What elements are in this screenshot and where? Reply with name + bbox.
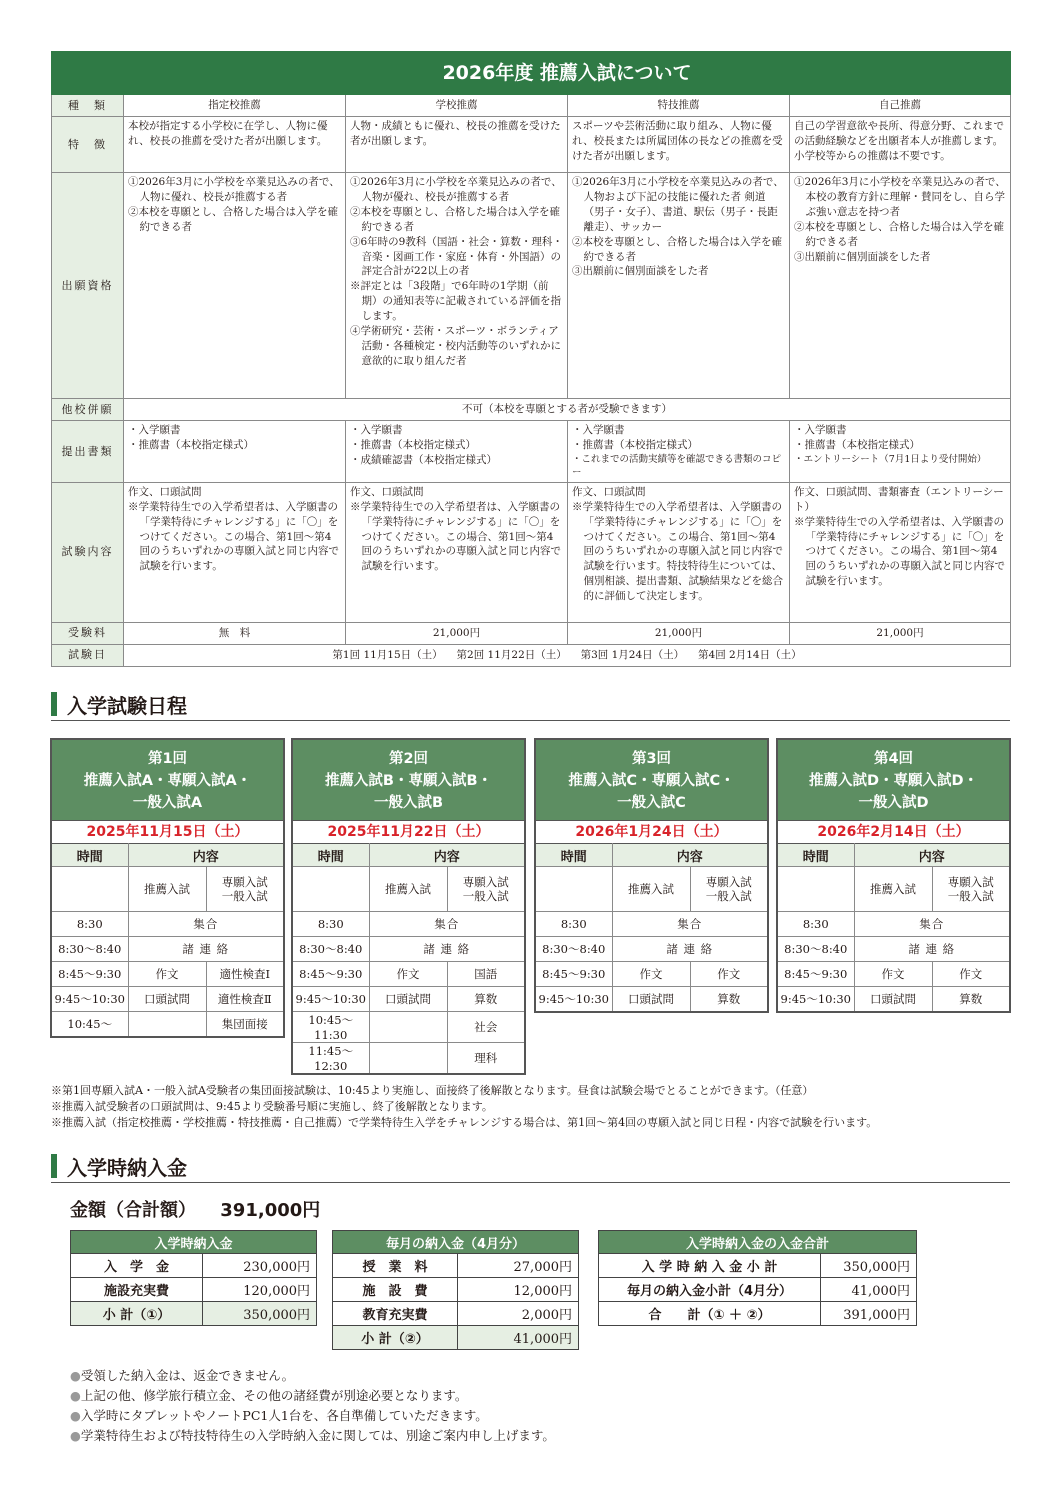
schedule-time: 9:45～10:30 bbox=[52, 987, 128, 1012]
fee-label: 入 学 金 bbox=[71, 1254, 203, 1278]
fee-cell: 無 料 bbox=[124, 622, 346, 644]
exam-dates-cell bbox=[124, 644, 1011, 666]
sub-header-senpan bbox=[206, 867, 283, 912]
schedule-time: 8:30～8:40 bbox=[536, 937, 612, 962]
qualification-cell bbox=[124, 173, 346, 399]
schedule-exam-names: 推薦入試C・専願入試C・ bbox=[568, 773, 735, 789]
schedule-time: 11:45～12:30 bbox=[293, 1043, 369, 1074]
column-name: 学校推薦 bbox=[346, 95, 568, 117]
schedule-time: 8:30～8:40 bbox=[778, 937, 854, 962]
time-header: 時間 bbox=[778, 844, 854, 867]
fee-value: 27,000円 bbox=[458, 1254, 579, 1278]
exam-content-cell bbox=[790, 482, 1011, 622]
schedule-round: 第2回 bbox=[388, 751, 429, 767]
exam-date: 第4回 2月14日（土） bbox=[698, 648, 802, 661]
fee-note-text: 入学時にタブレットやノートPC1人1台を、各自準備していただきます。 bbox=[80, 1408, 488, 1423]
fee-table-monthly bbox=[332, 1230, 579, 1350]
fee-note-text: 学業特待生および特技特待生の入学時納入金に関しては、別途ご案内申し上げます。 bbox=[80, 1428, 555, 1443]
schedule-item-senpan: 集団面接 bbox=[206, 1012, 283, 1037]
column-name: 自己推薦 bbox=[790, 95, 1011, 117]
schedule-item-senpan: 国語 bbox=[447, 962, 524, 987]
qualification-item: ③出願前に個別面談をした者 bbox=[572, 265, 709, 278]
column-name: 特技推薦 bbox=[568, 95, 790, 117]
fee-cell: 21,000円 bbox=[568, 622, 790, 644]
total-value: 391,000円 bbox=[220, 1200, 321, 1221]
schedule-panel bbox=[776, 738, 1011, 1013]
fee-note bbox=[70, 1406, 555, 1426]
exam-content-item: ※学業特待生での入学希望者は、入学願書の「学業特待にチャレンジする」に「〇」をつけてください。この場合、第1回～第4回のうちいずれかの専願入試と同じ内容で試験を行います。 bbox=[350, 500, 562, 573]
schedule-item-suisen: 作文 bbox=[612, 962, 690, 987]
fee-value: 12,000円 bbox=[458, 1278, 579, 1302]
sub-header-senpan bbox=[932, 867, 1009, 912]
features-cell: 自己の学習意欲や長所、得意分野、これまでの活動経験などを出願者本人が推薦します。小学校等からの推薦は不要です。 bbox=[790, 117, 1011, 173]
sub-header-line: 一般入試 bbox=[221, 889, 268, 903]
fee-value: 350,000円 bbox=[821, 1254, 917, 1278]
schedule-item-senpan: 算数 bbox=[690, 987, 767, 1012]
fee-cell: 21,000円 bbox=[790, 622, 1011, 644]
schedule-item-suisen: 作文 bbox=[369, 962, 447, 987]
features-cell: 人物・成績ともに優れ、校長の推薦を受けた者が出願します。 bbox=[346, 117, 568, 173]
content-header: 内容 bbox=[854, 844, 1009, 867]
schedule-time: 8:30～8:40 bbox=[52, 937, 128, 962]
fee-value: 230,000円 bbox=[203, 1254, 317, 1278]
exam-content-item: ※学業特待生での入学希望者は、入学願書の「学業特待にチャレンジする」に「〇」をつけてください。この場合、第1回～第4回のうちいずれかの専願入試と同じ内容で試験を行います。 bbox=[128, 500, 340, 573]
fee-label: 入 学 時 納 入 金 小 計 bbox=[599, 1254, 821, 1278]
schedule-item-suisen: 口頭試問 bbox=[369, 987, 447, 1012]
bullet-icon: ● bbox=[70, 1428, 81, 1443]
fee-table-total bbox=[598, 1230, 917, 1326]
qualification-item: ①2026年3月に小学校を卒業見込みの者で、本校の教育方針に理解・賛同をし、自ら学ぶ強い意志を持つ者 bbox=[794, 176, 1006, 218]
exam-content-item: ※学業特待生での入学希望者は、入学願書の「学業特待にチャレンジする」に「〇」をつけてください。この場合、第1回～第4回のうちいずれかの専願入試と同じ内容で試験を行います。特技特待生については、個別相談、提出書類、試験結果などを総合的に評価して決定します。 bbox=[572, 500, 784, 603]
bullet-icon: ● bbox=[70, 1368, 81, 1383]
fee-label: 毎月の納入金小計（4月分） bbox=[599, 1278, 821, 1302]
sub-header-senpan bbox=[447, 867, 524, 912]
schedule-note: ※推薦入試受験者の口頭試問は、9:45より受験番号順に実施し、終了後解散となります。 bbox=[51, 1100, 493, 1113]
bullet-icon: ● bbox=[70, 1388, 81, 1403]
table-corner bbox=[52, 52, 124, 95]
fee-value: 391,000円 bbox=[821, 1302, 917, 1326]
schedule-item-senpan: 作文 bbox=[932, 962, 1009, 987]
schedule-date: 2026年1月24日（土） bbox=[536, 820, 767, 843]
qualification-item: ②本校を専願とし、合格した場合は入学を確約できる者 bbox=[794, 220, 1004, 248]
total-label: 金額（合計額） bbox=[70, 1200, 196, 1221]
schedule-item-suisen bbox=[128, 1012, 206, 1037]
column-name: 指定校推薦 bbox=[124, 95, 346, 117]
schedule-item-suisen: 作文 bbox=[854, 962, 932, 987]
schedule-item-merged: 集合 bbox=[128, 912, 283, 937]
row-label-other-school: 他校併願 bbox=[52, 399, 124, 421]
exam-content-cell bbox=[124, 482, 346, 622]
sub-header-line: 専願入試 bbox=[462, 874, 509, 889]
sub-header-blank bbox=[52, 867, 128, 912]
schedule-table bbox=[52, 843, 283, 1036]
qualification-cell bbox=[346, 173, 568, 399]
schedule-exam-names: 推薦入試A・専願入試A・ bbox=[83, 773, 252, 789]
qualification-item: ②本校を専願とし、合格した場合は入学を確約できる者 bbox=[350, 205, 560, 233]
sub-header-suisen: 推薦入試 bbox=[369, 867, 447, 912]
fee-value: 120,000円 bbox=[203, 1278, 317, 1302]
document-item: ・入学願書 bbox=[794, 424, 847, 436]
qualification-item: ③6年時の9教科（国語・社会・算数・理科・音楽・図画工作・家庭・体育・外国語）の評定合計が22以上の者 bbox=[350, 235, 563, 278]
exam-content-cell bbox=[568, 482, 790, 622]
exam-content-item: 作文、口頭試問 bbox=[350, 485, 424, 498]
fee-table-entrance bbox=[70, 1230, 317, 1326]
schedule-panel-title bbox=[52, 740, 283, 820]
schedule-item-merged: 集合 bbox=[854, 912, 1009, 937]
schedule-item-merged: 諸 連 絡 bbox=[854, 937, 1009, 962]
time-header: 時間 bbox=[293, 844, 369, 867]
sub-header-line: 専願入試 bbox=[947, 874, 994, 889]
sub-header-line: 一般入試 bbox=[705, 889, 752, 903]
schedule-item-senpan: 社会 bbox=[447, 1012, 524, 1043]
fee-value: 41,000円 bbox=[821, 1278, 917, 1302]
schedule-panel-title bbox=[778, 740, 1009, 820]
fees-section-heading bbox=[51, 1152, 1010, 1183]
time-header: 時間 bbox=[536, 844, 612, 867]
schedule-time: 8:45～9:30 bbox=[778, 962, 854, 987]
other-school-cell: 不可（本校を専願とする者が受験できます） bbox=[124, 399, 1011, 421]
exam-content-item: 作文、口頭試問 bbox=[572, 485, 646, 498]
schedule-exam-names: 一般入試C bbox=[617, 795, 686, 811]
fee-label: 授 業 料 bbox=[333, 1254, 458, 1278]
qualification-item: ②本校を専願とし、合格した場合は入学を確約できる者 bbox=[572, 235, 782, 263]
sub-header-blank bbox=[778, 867, 854, 912]
qualification-item: ※評定とは「3段階」で6年時の1学期（前期）の通知表等に記載されている評価を指します。 bbox=[350, 280, 562, 323]
document-item: ・入学願書 bbox=[572, 424, 625, 436]
schedule-item-suisen bbox=[369, 1043, 447, 1074]
content-header: 内容 bbox=[369, 844, 524, 867]
fee-table-title: 入学時納入金の入金合計 bbox=[599, 1231, 917, 1254]
document-item: ・エントリーシート（7月1日より受付開始） bbox=[794, 453, 987, 465]
document-item: ・推薦書（本校指定様式） bbox=[794, 438, 920, 451]
qualification-item: ③出願前に個別面談をした者 bbox=[794, 250, 931, 263]
sub-header-suisen: 推薦入試 bbox=[128, 867, 206, 912]
fee-subtotal-label: 小 計（②） bbox=[333, 1326, 458, 1350]
schedule-item-suisen: 作文 bbox=[128, 962, 206, 987]
schedule-item-senpan: 適性検査Ⅰ bbox=[206, 962, 283, 987]
sub-header-line: 専願入試 bbox=[705, 874, 752, 889]
fee-value: 2,000円 bbox=[458, 1302, 579, 1326]
schedule-time: 8:30～8:40 bbox=[293, 937, 369, 962]
documents-cell bbox=[346, 421, 568, 483]
schedule-date: 2025年11月15日（土） bbox=[52, 820, 283, 843]
schedule-table bbox=[536, 843, 767, 1011]
content-header: 内容 bbox=[612, 844, 767, 867]
schedule-time: 8:30 bbox=[52, 912, 128, 937]
schedule-item-suisen bbox=[369, 1012, 447, 1043]
documents-cell bbox=[568, 421, 790, 483]
schedule-exam-names: 推薦入試B・専願入試B・ bbox=[324, 773, 493, 789]
schedule-time: 8:30 bbox=[536, 912, 612, 937]
fee-subtotal-label: 小 計（①） bbox=[71, 1302, 203, 1326]
schedule-exam-names: 一般入試B bbox=[373, 795, 444, 811]
schedule-panel bbox=[534, 738, 769, 1013]
documents-cell bbox=[790, 421, 1011, 483]
exam-date: 第3回 1月24日（土） bbox=[580, 648, 685, 661]
sub-header-line: 一般入試 bbox=[462, 889, 509, 903]
schedule-panel bbox=[291, 738, 526, 1075]
sub-header-suisen: 推薦入試 bbox=[612, 867, 690, 912]
schedule-time: 8:30 bbox=[778, 912, 854, 937]
table-title: 2026年度 推薦入試について bbox=[124, 52, 1011, 95]
fee-table-title: 毎月の納入金（4月分） bbox=[333, 1231, 579, 1254]
fee-note bbox=[70, 1386, 555, 1406]
schedule-panel-title bbox=[536, 740, 767, 820]
qualification-item: ②本校を専願とし、合格した場合は入学を確約できる者 bbox=[128, 205, 338, 233]
schedule-round: 第4回 bbox=[873, 751, 914, 767]
schedule-exam-names: 一般入試D bbox=[858, 795, 929, 811]
fee-notes bbox=[70, 1366, 555, 1446]
schedule-exam-names: 一般入試A bbox=[132, 795, 203, 811]
qualification-cell bbox=[568, 173, 790, 399]
schedule-item-merged: 集合 bbox=[612, 912, 767, 937]
document-item: ・入学願書 bbox=[350, 424, 403, 436]
fee-label: 合 計（① ＋ ②） bbox=[599, 1302, 821, 1326]
schedule-item-suisen: 口頭試問 bbox=[128, 987, 206, 1012]
exam-content-item: 作文、口頭試問、書類審査（エントリーシート） bbox=[794, 485, 1004, 513]
features-cell: スポーツや芸術活動に取り組み、人物に優れ、校長または所属団体の長などの推薦を受けた者が出願します。 bbox=[568, 117, 790, 173]
fee-note-text: 受領した納入金は、返金できません。 bbox=[80, 1368, 295, 1383]
row-label-documents: 提出書類 bbox=[52, 421, 124, 483]
schedule-time: 8:45～9:30 bbox=[536, 962, 612, 987]
schedule-item-merged: 諸 連 絡 bbox=[369, 937, 524, 962]
schedule-panel bbox=[50, 738, 285, 1038]
document-item: ・成績確認書（本校指定様式） bbox=[350, 453, 497, 466]
schedule-date: 2025年11月22日（土） bbox=[293, 820, 524, 843]
bullet-icon: ● bbox=[70, 1408, 81, 1423]
schedule-time: 9:45～10:30 bbox=[536, 987, 612, 1012]
time-header: 時間 bbox=[52, 844, 128, 867]
fee-subtotal-value: 350,000円 bbox=[203, 1302, 317, 1326]
row-label-qualification: 出願資格 bbox=[52, 173, 124, 399]
schedule-note: ※推薦入試（指定校推薦・学校推薦・特技推薦・自己推薦）で学業特待生入学をチャレンジする場合は、第1回～第4回の専願入試と同じ日程・内容で試験を行います。 bbox=[51, 1116, 878, 1129]
sub-header-line: 専願入試 bbox=[221, 874, 268, 889]
schedule-table bbox=[293, 843, 524, 1073]
sub-header-blank bbox=[293, 867, 369, 912]
fee-label: 教育充実費 bbox=[333, 1302, 458, 1326]
fees-heading-text: 入学時納入金 bbox=[67, 1156, 187, 1180]
fee-label: 施設充実費 bbox=[71, 1278, 203, 1302]
fee-note-text: 上記の他、修学旅行積立金、その他の諸経費が別途必要となります。 bbox=[80, 1388, 468, 1403]
schedule-note: ※第1回専願入試A・一般入試A受験者の集団面接試験は、10:45より実施し、面接終了後解散となります。昼食は試験会場でとることができます。（任意） bbox=[51, 1084, 814, 1097]
qualification-item: ①2026年3月に小学校を卒業見込みの者で、人物および下記の技能に優れた者 剣道（男子・女子）、書道、駅伝（男子・長距離走）、サッカー bbox=[572, 176, 784, 233]
exam-content-item: ※学業特待生での入学希望者は、入学願書の「学業特待にチャレンジする」に「〇」をつけてください。この場合、第1回～第4回のうちいずれかの専願入試と同じ内容で試験を行います。 bbox=[794, 515, 1006, 588]
fee-subtotal-value: 41,000円 bbox=[458, 1326, 579, 1350]
schedule-item-senpan: 作文 bbox=[690, 962, 767, 987]
qualification-cell bbox=[790, 173, 1011, 399]
heading-bar bbox=[51, 692, 57, 716]
schedule-heading-text: 入学試験日程 bbox=[67, 694, 187, 718]
schedule-time: 8:45～9:30 bbox=[293, 962, 369, 987]
row-label-exam-date: 試験日 bbox=[52, 644, 124, 666]
schedule-date: 2026年2月14日（土） bbox=[778, 820, 1009, 843]
document-item: ・推薦書（本校指定様式） bbox=[572, 438, 698, 451]
document-item: ・推薦書（本校指定様式） bbox=[128, 438, 254, 451]
fee-label: 施 設 費 bbox=[333, 1278, 458, 1302]
schedule-time: 10:45～11:30 bbox=[293, 1012, 369, 1043]
schedule-item-suisen: 口頭試問 bbox=[854, 987, 932, 1012]
schedule-time: 8:30 bbox=[293, 912, 369, 937]
fee-note bbox=[70, 1366, 555, 1386]
sub-header-suisen: 推薦入試 bbox=[854, 867, 932, 912]
document-item: ・推薦書（本校指定様式） bbox=[350, 438, 476, 451]
row-label-exam-content: 試験内容 bbox=[52, 482, 124, 622]
documents-cell bbox=[124, 421, 346, 483]
fee-table-title: 入学時納入金 bbox=[71, 1231, 317, 1254]
total-amount bbox=[70, 1196, 320, 1222]
schedule-exam-names: 推薦入試D・専願入試D・ bbox=[808, 773, 979, 789]
schedule-section-heading bbox=[51, 690, 1010, 721]
fee-cell: 21,000円 bbox=[346, 622, 568, 644]
exam-content-cell bbox=[346, 482, 568, 622]
document-item: ・入学願書 bbox=[128, 424, 181, 436]
schedule-time: 9:45～10:30 bbox=[293, 987, 369, 1012]
schedule-item-senpan: 理科 bbox=[447, 1043, 524, 1074]
schedule-item-suisen: 口頭試問 bbox=[612, 987, 690, 1012]
schedule-item-senpan: 適性検査Ⅱ bbox=[206, 987, 283, 1012]
schedule-table bbox=[778, 843, 1009, 1011]
exam-content-item: 作文、口頭試問 bbox=[128, 485, 202, 498]
qualification-item: ①2026年3月に小学校を卒業見込みの者で、人物が優れ、校長が推薦する者 bbox=[350, 176, 562, 203]
row-label-type: 種 類 bbox=[52, 95, 124, 117]
document-item: ・これまでの活動実績等を確認できる書類のコピー bbox=[572, 453, 782, 479]
schedule-item-merged: 諸 連 絡 bbox=[612, 937, 767, 962]
recommendation-exam-table bbox=[51, 51, 1011, 667]
exam-date: 第2回 11月22日（土） bbox=[456, 648, 567, 661]
schedule-round: 第3回 bbox=[631, 751, 672, 767]
sub-header-senpan bbox=[690, 867, 767, 912]
features-cell: 本校が指定する小学校に在学し、人物に優れ、校長の推薦を受けた者が出願します。 bbox=[124, 117, 346, 173]
row-label-features: 特 徴 bbox=[52, 117, 124, 173]
schedule-item-senpan: 算数 bbox=[932, 987, 1009, 1012]
schedule-notes bbox=[51, 1083, 877, 1131]
qualification-item: ①2026年3月に小学校を卒業見込みの者で、人物に優れ、校長が推薦する者 bbox=[128, 176, 340, 203]
schedule-item-merged: 集合 bbox=[369, 912, 524, 937]
qualification-item: ④学術研究・芸術・スポーツ・ボランティア活動・各種検定・校内活動等のいずれかに意欲的に取り組んだ者 bbox=[350, 325, 562, 367]
content-header: 内容 bbox=[128, 844, 283, 867]
schedule-item-merged: 諸 連 絡 bbox=[128, 937, 283, 962]
fee-note bbox=[70, 1426, 555, 1446]
schedule-time: 10:45～ bbox=[52, 1012, 128, 1037]
heading-bar bbox=[51, 1154, 57, 1178]
schedule-panel-title bbox=[293, 740, 524, 820]
sub-header-line: 一般入試 bbox=[947, 889, 994, 903]
schedule-time: 9:45～10:30 bbox=[778, 987, 854, 1012]
sub-header-blank bbox=[536, 867, 612, 912]
schedule-time: 8:45～9:30 bbox=[52, 962, 128, 987]
schedule-item-senpan: 算数 bbox=[447, 987, 524, 1012]
row-label-fee: 受験料 bbox=[52, 622, 124, 644]
exam-date: 第1回 11月15日（土） bbox=[332, 648, 443, 661]
schedule-round: 第1回 bbox=[147, 751, 188, 767]
